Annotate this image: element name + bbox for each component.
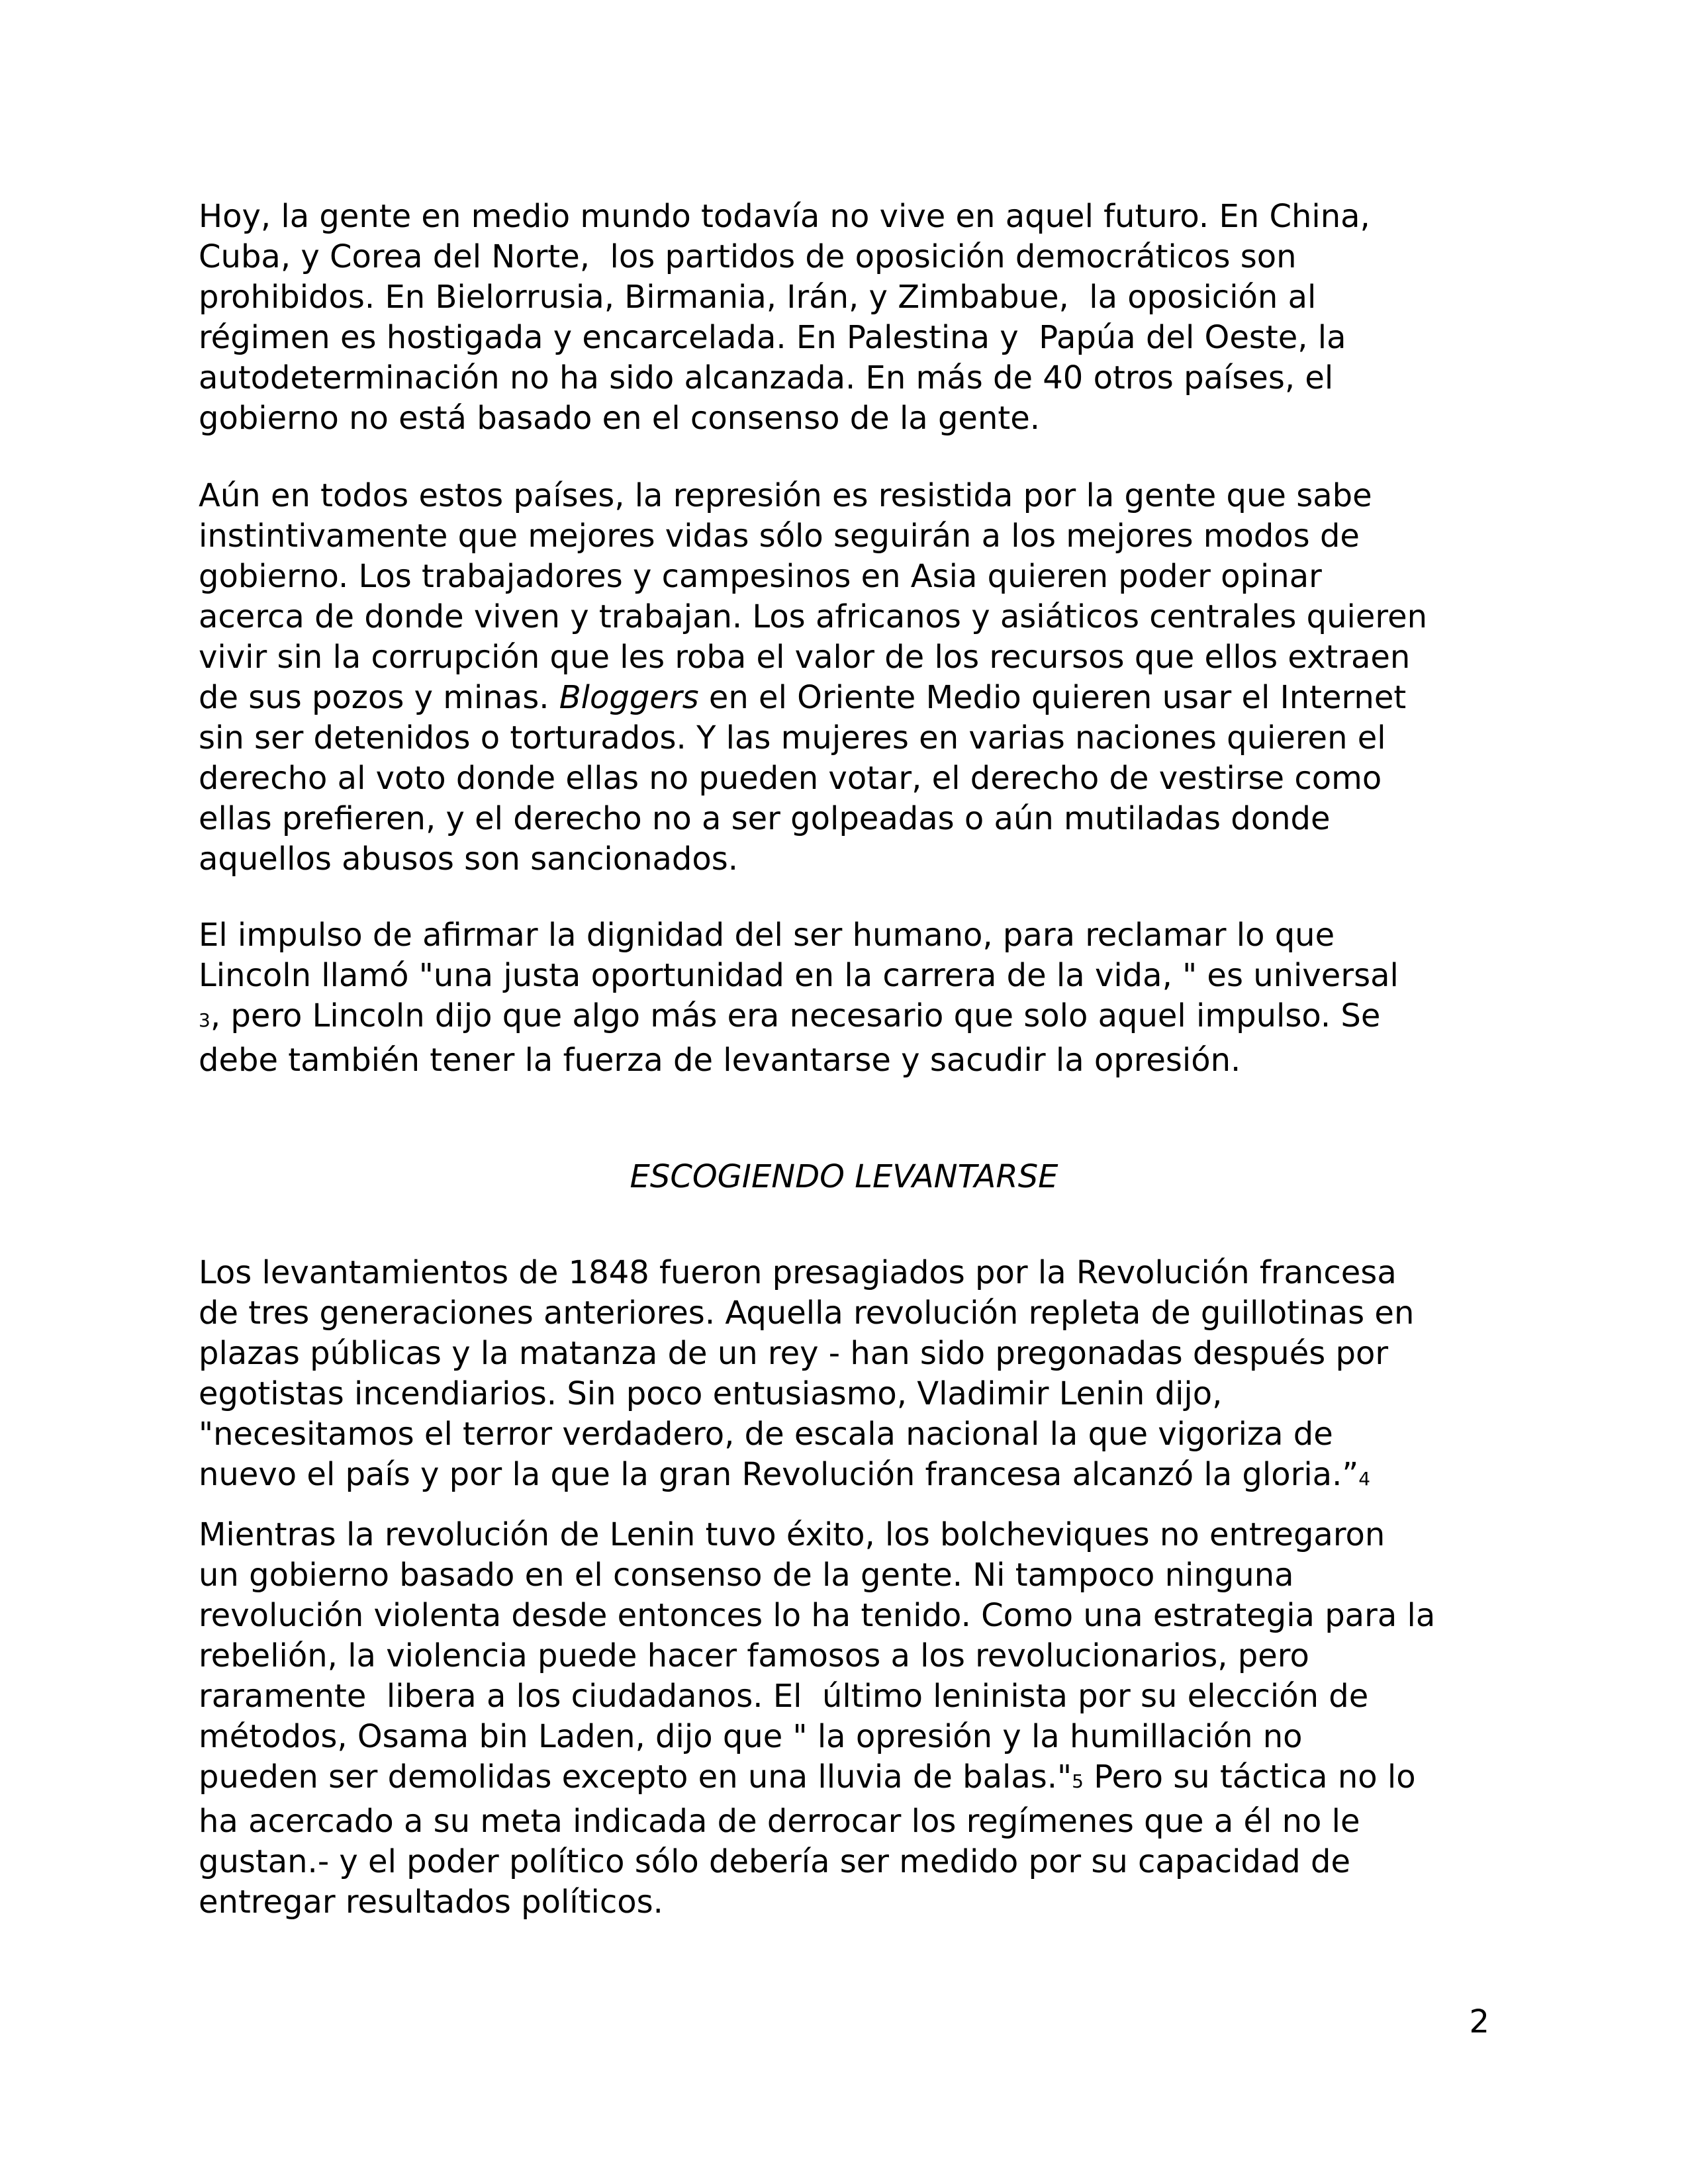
text-line: revolución violenta desde entonces lo ha tenido. Como una estrategia para la: [199, 1597, 1436, 1634]
text-segment: en el Oriente Medio quieren usar el Internet: [698, 679, 1407, 716]
paragraph-3: [199, 915, 1509, 1081]
text-line: Cuba, y Corea del Norte, los partidos de oposición democráticos son: [199, 238, 1297, 275]
text-line: plazas públicas y la matanza de un rey - han sido pregonadas después por: [199, 1335, 1389, 1372]
text-line: ha acercado a su meta indicada de derrocar los regímenes que a él no le: [199, 1803, 1360, 1840]
text-line: Aún en todos estos países, la represión es resistida por la gente que sabe: [199, 477, 1372, 514]
text-line: derecho al voto donde ellas no pueden votar, el derecho de vestirse como: [199, 760, 1382, 797]
paragraph-4: [199, 1253, 1509, 1499]
paragraph-5: [199, 1515, 1509, 1923]
footnote-marker: 5: [1072, 1770, 1084, 1792]
text-line: un gobierno basado en el consenso de la gente. Ni tampoco ninguna: [199, 1557, 1294, 1594]
text-line: Los levantamientos de 1848 fueron presagiados por la Revolución francesa: [199, 1254, 1397, 1291]
text-line: gobierno. Los trabajadores y campesinos en Asia quieren poder opinar: [199, 558, 1322, 595]
text-line: acerca de donde viven y trabajan. Los africanos y asiáticos centrales quieren: [199, 598, 1428, 635]
text-line: gustan.- y el poder político sólo debería ser medido por su capacidad de: [199, 1843, 1351, 1880]
text-line: egotistas incendiarios. Sin poco entusiasmo, Vladimir Lenin dijo,: [199, 1375, 1223, 1412]
italic-term: Bloggers: [559, 679, 699, 716]
text-line: aquellos abusos son sancionados.: [199, 841, 739, 878]
text-line: [199, 678, 1509, 718]
text-line: [199, 1455, 1509, 1499]
text-segment: pueden ser demolidas excepto en una lluvia de balas.": [199, 1758, 1072, 1796]
text-line: "necesitamos el terror verdadero, de escala nacional la que vigoriza de: [199, 1416, 1333, 1453]
text-line: debe también tener la fuerza de levantarse y sacudir la opresión.: [199, 1042, 1241, 1079]
text-line: Mientras la revolución de Lenin tuvo éxito, los bolcheviques no entregaron: [199, 1516, 1385, 1553]
text-segment: nuevo el país y por la que la gran Revolución francesa alcanzó la gloria.”: [199, 1456, 1359, 1493]
text-line: vivir sin la corrupción que les roba el valor de los recursos que ellos extraen: [199, 639, 1411, 676]
text-line: entregar resultados políticos.: [199, 1884, 663, 1921]
text-line: [199, 1757, 1509, 1801]
text-line: sin ser detenidos o torturados. Y las mujeres en varias naciones quieren el: [199, 719, 1386, 756]
text-line: Hoy, la gente en medio mundo todavía no vive en aquel futuro. En China,: [199, 198, 1370, 235]
text-segment: Pero su táctica no lo: [1083, 1758, 1416, 1796]
text-line: raramente libera a los ciudadanos. El último leninista por su elección de: [199, 1678, 1369, 1715]
text-line: autodeterminación no ha sido alcanzada. En más de 40 otros países, el: [199, 359, 1334, 396]
text-line: de tres generaciones anteriores. Aquella revolución repleta de guillotinas en: [199, 1295, 1415, 1332]
text-line: Lincoln llamó "una justa oportunidad en la carrera de la vida, " es universal: [199, 957, 1399, 994]
page-number: 2: [1469, 2003, 1489, 2040]
footnote-marker: 4: [1358, 1468, 1371, 1490]
text-line: régimen es hostigada y encarcelada. En Palestina y Papúa del Oeste, la: [199, 319, 1346, 356]
footnote-marker: 3: [199, 1009, 211, 1031]
paragraph-1: [199, 197, 1509, 439]
text-line: gobierno no está basado en el consenso de la gente.: [199, 400, 1040, 437]
text-line: ellas prefieren, y el derecho no a ser golpeadas o aún mutiladas donde: [199, 800, 1331, 837]
text-line: rebelión, la violencia puede hacer famosos a los revolucionarios, pero: [199, 1637, 1309, 1674]
text-segment: de sus pozos y minas.: [199, 679, 559, 716]
text-line: métodos, Osama bin Laden, dijo que " la opresión y la humillación no: [199, 1718, 1303, 1755]
text-line: instintivamente que mejores vidas sólo seguirán a los mejores modos de: [199, 518, 1360, 555]
text-line: El impulso de afirmar la dignidad del ser humano, para reclamar lo que: [199, 917, 1335, 954]
paragraph-2: [199, 476, 1509, 880]
text-segment: , pero Lincoln dijo que algo más era necesario que solo aquel impulso. Se: [210, 997, 1381, 1034]
text-line: prohibidos. En Bielorrusia, Birmania, Irán, y Zimbabue, la oposición al: [199, 279, 1317, 316]
section-heading: ESCOGIENDO LEVANTARSE: [630, 1158, 1058, 1195]
text-line: [199, 996, 1509, 1040]
